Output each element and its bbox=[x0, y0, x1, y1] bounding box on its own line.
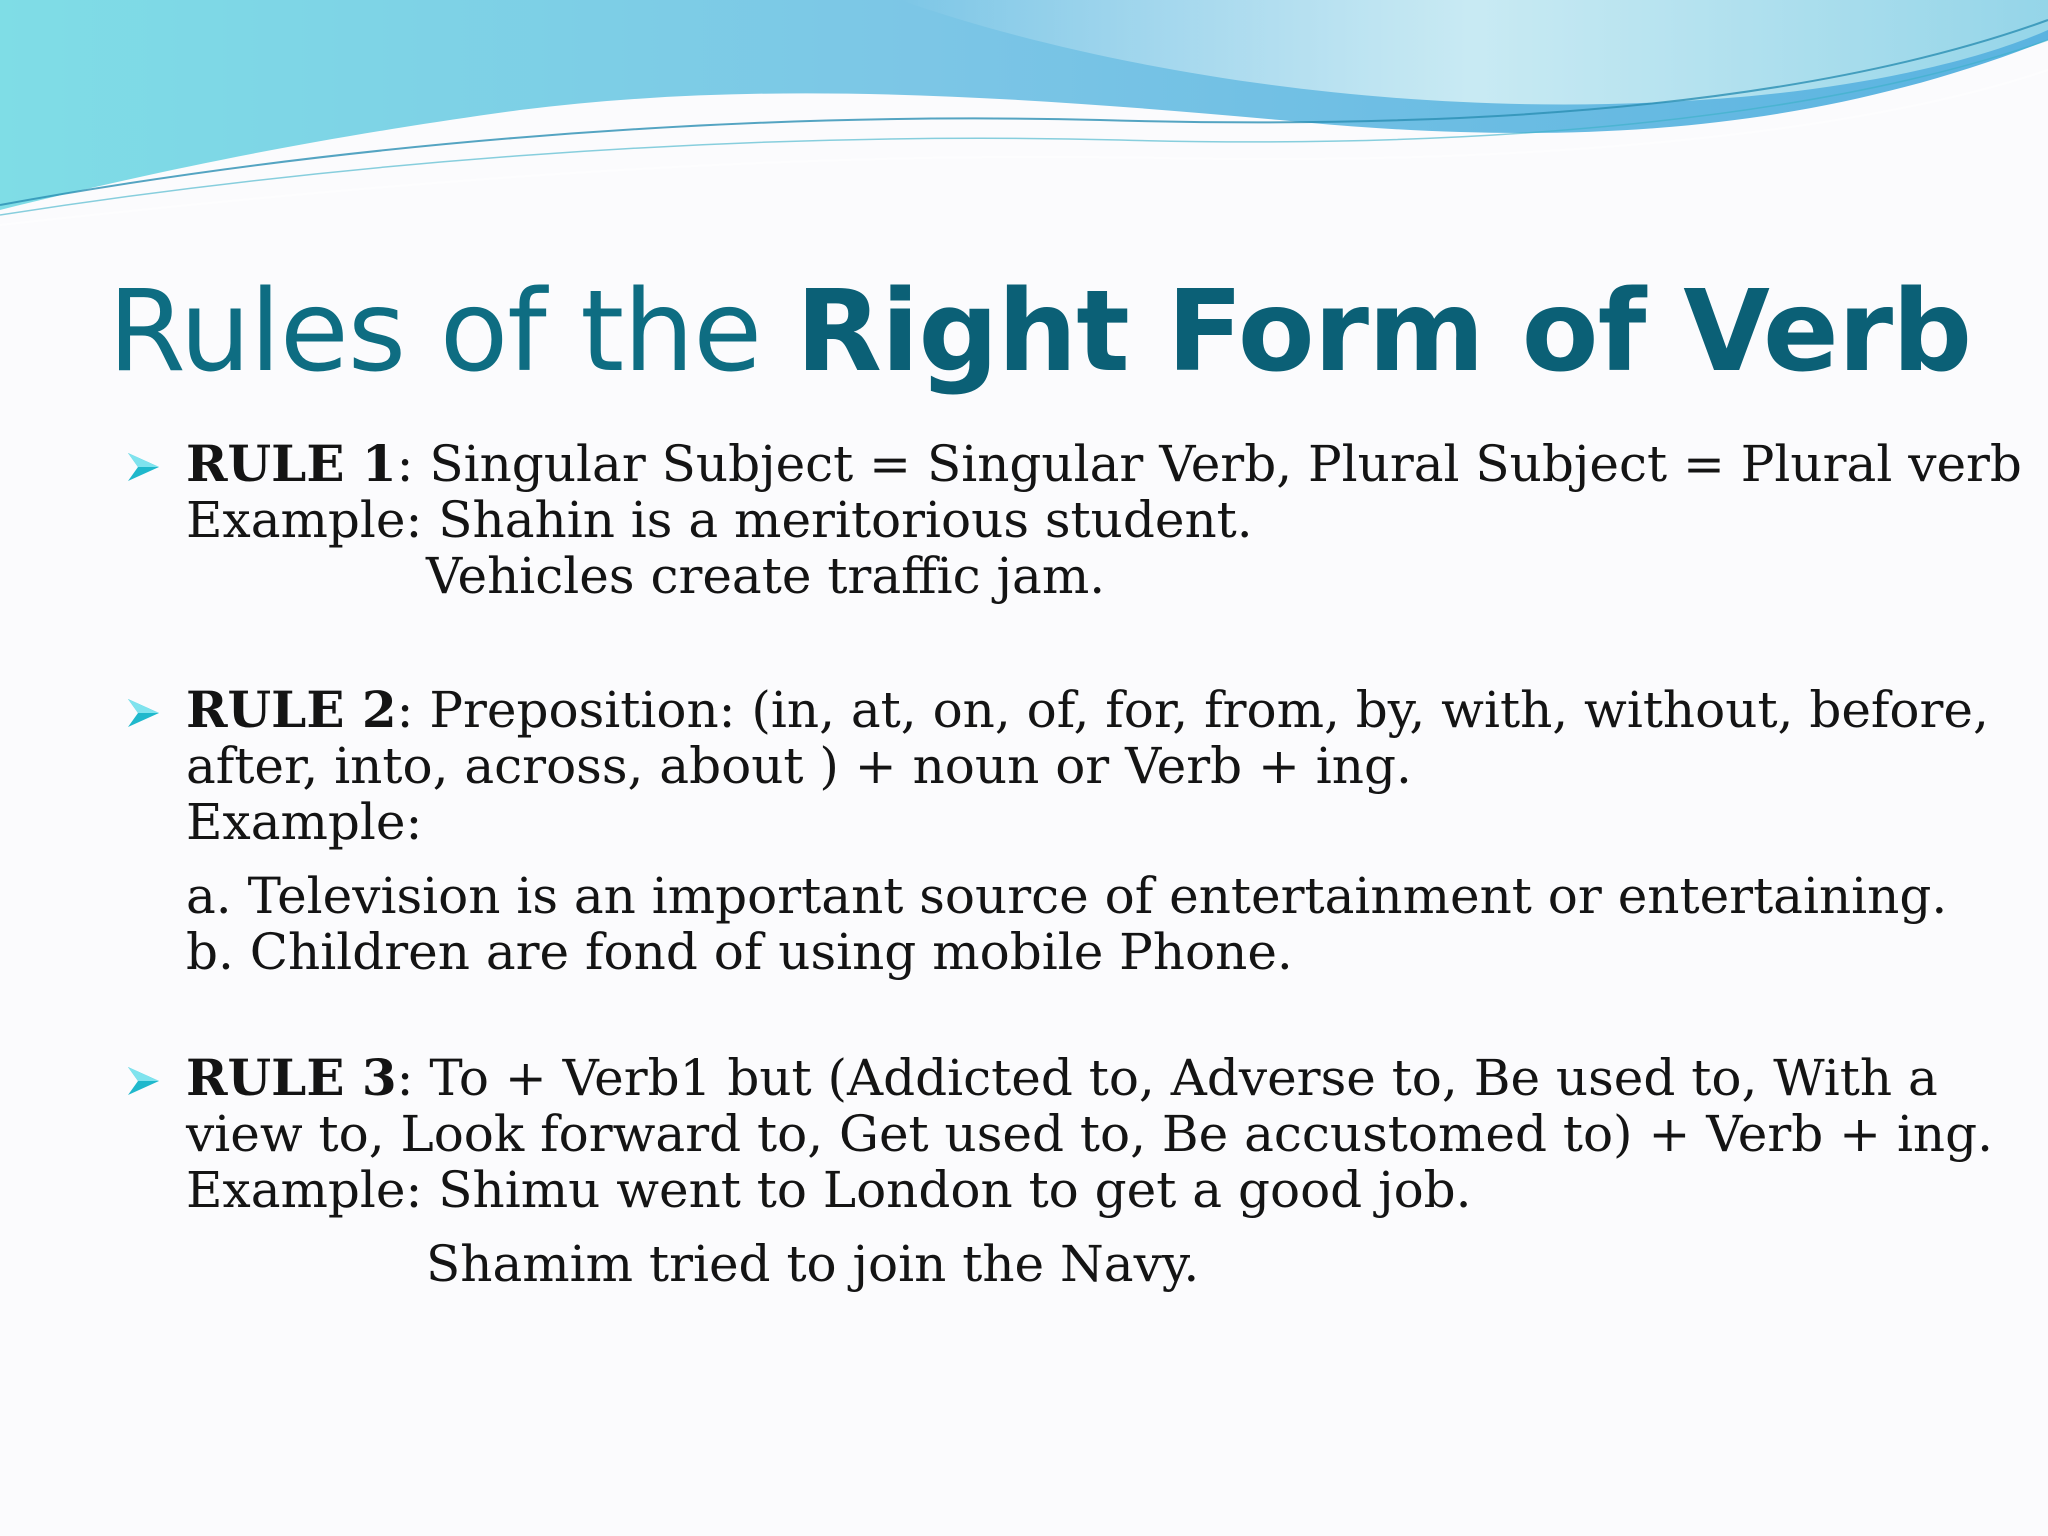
rule-line: Shamim tried to join the Navy. bbox=[426, 1235, 1200, 1293]
rule-line: view to, Look forward to, Get used to, Be accustomed to) + Verb + ing. bbox=[186, 1105, 1994, 1163]
rule-line: Example: Shimu went to London to get a good job. bbox=[186, 1161, 1472, 1219]
arrowhead-bullet-icon bbox=[126, 1064, 162, 1098]
rule-item-2 bbox=[186, 682, 2006, 980]
rule-name: RULE 1 bbox=[186, 434, 397, 493]
rule-text: : To + Verb1 but (Addicted to, Adverse to, Be used to, With a bbox=[396, 1049, 1938, 1107]
rule-text: : Singular Subject = Singular Verb, Plural Subject = Plural verb bbox=[396, 435, 2022, 493]
title-prefix: Rules of the bbox=[108, 267, 796, 397]
rule-line: Vehicles create traffic jam. bbox=[426, 547, 1106, 605]
rule-name: RULE 3 bbox=[186, 1048, 397, 1107]
rule-line: Example: bbox=[186, 793, 423, 851]
arrowhead-bullet-icon bbox=[126, 696, 162, 730]
arrowhead-bullet-icon bbox=[126, 450, 162, 484]
rule-line: after, into, across, about ) + noun or Verb + ing. bbox=[186, 737, 1412, 795]
rule-item-1 bbox=[186, 434, 2022, 605]
rule-text: : Preposition: (in, at, on, of, for, from, by, with, without, before, bbox=[396, 681, 1989, 739]
rule-item-3 bbox=[186, 1050, 2006, 1292]
title-emphasis: Right Form of Verb bbox=[795, 267, 1972, 397]
rule-name: RULE 2 bbox=[186, 680, 397, 739]
rule-example-line: b. Children are fond of using mobile Phone. bbox=[186, 923, 1293, 981]
rule-example-line: a. Television is an important source of entertainment or entertaining. bbox=[186, 867, 1948, 925]
rule-line: Example: Shahin is a meritorious student. bbox=[186, 491, 1253, 549]
